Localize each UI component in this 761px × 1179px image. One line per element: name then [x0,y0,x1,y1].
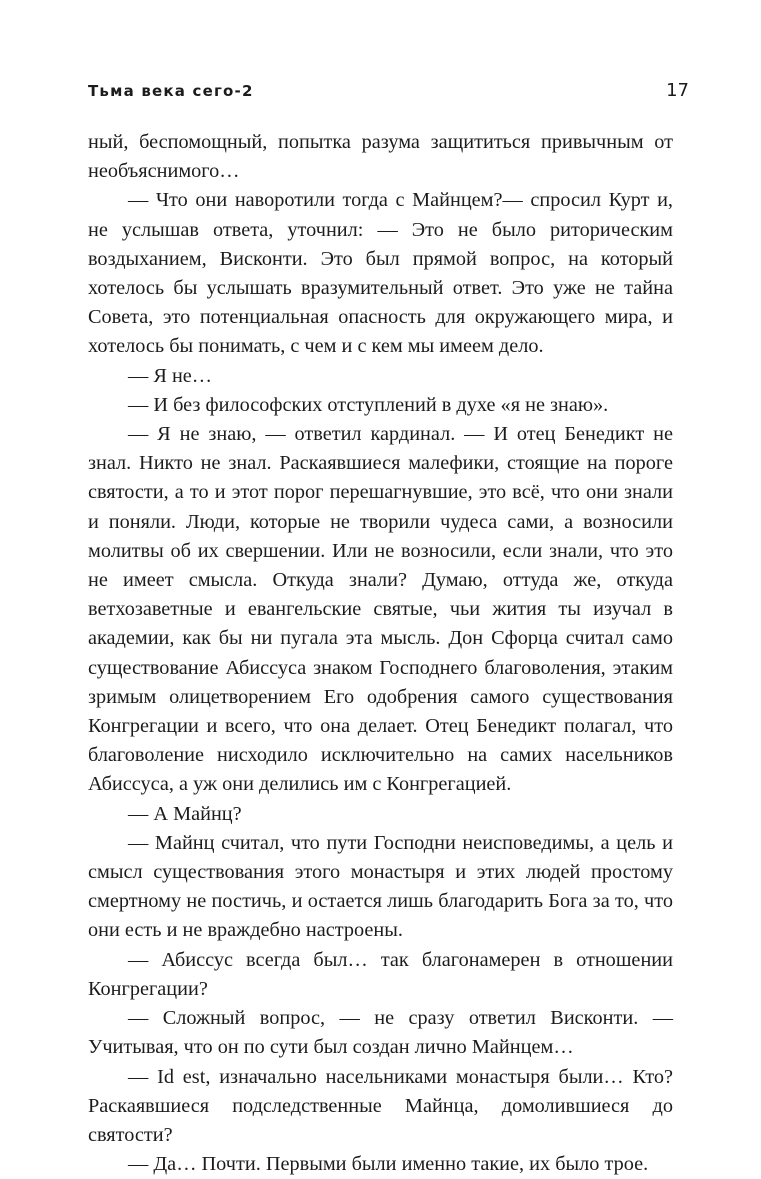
paragraph: — А Майнц? [128,802,242,825]
page-number: 17 [666,80,689,101]
paragraph: — Я не знаю, — ответил кардинал. — И отец Бенедикт не знал. Никто не знал. Раскаявшиеся малефики, стоящие на пороге святости, а то и этот порог перешагнувшие, это всё, что они знали и поняли. Люди, которые не творили чудеса сами, а возносили молитвы об их свершении. Или не возносили, если знали, что это не имеет смысла. Откуда знали? Думаю, оттуда же, откуда ветхозаветные и евангельские святые, чьи жития ты изучал в академии, как бы ни пугала эта мысль. Дон Сфорца считал само существование Абиссуса знаком Господнего благоволения, этаким зримым олицетворением Его одобрения самого существования Конгрегации и всего, что она делает. Отец Бенедикт полагал, что благоволение нисходило исключительно на самих насельников Абиссуса, а уж они делились им с Конгрегацией. [88,423,673,796]
paragraph: ный, беспомощный, попытка разума защититься привычным от необъяснимого… [88,131,673,183]
paragraph: — Что они наворотили тогда с Майнцем?— спросил Курт и, не услышав ответа, уточнил: — Это не было риторическим воздыханием, Висконти. Это был прямой вопрос, на который хотелось бы услышать вразумительный ответ. Это уже не тайна Совета, это потенциальная опасность для окружающего мира, и хотелось бы понимать, с чем и с кем мы имеем дело. [88,189,673,358]
paragraph: — Майнц считал, что пути Господни неисповедимы, а цель и смысл существования этого монастыря и этих людей простому смертному не постичь, и остается лишь благодарить Бога за то, что они есть и не враждебно настроены. [88,831,673,942]
paragraph: — И без философских отступлений в духе «я не знаю». [128,393,609,416]
paragraph: — Я не… [128,364,213,387]
body-text [88,128,673,1179]
paragraph: — Абиссус всегда был… так благонамерен в отношении Конгрегации? [88,948,673,1000]
page-header [88,80,689,101]
paragraph: — Id est, изначально насельниками монастыря были… Кто? Раскаявшиеся подследственные Майнца, домолившиеся до святости? [88,1065,673,1146]
paragraph: — Да… Почти. Первыми были именно такие, их было трое. [128,1153,649,1176]
paragraph: — Сложный вопрос, — не сразу ответил Висконти. — Учитывая, что он по сути был создан лично Майнцем… [88,1007,673,1059]
running-title: Тьма века сего-2 [88,82,254,100]
